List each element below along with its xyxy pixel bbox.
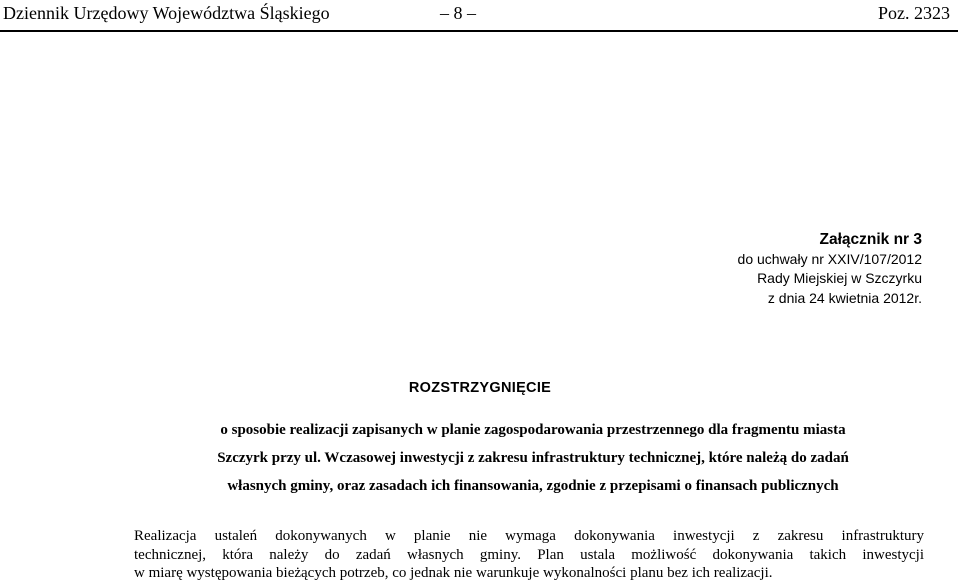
annex-title: Załącznik nr 3 bbox=[819, 231, 922, 248]
page-header bbox=[0, 0, 958, 32]
document-title: ROZSTRZYGNIĘCIE bbox=[408, 380, 552, 396]
annex-line: do uchwały nr XXIV/107/2012 bbox=[737, 250, 922, 267]
annex-block bbox=[738, 230, 922, 308]
body-line: technicznej, która należy do zadań własnych gminy. Plan ustala możliwość dokonywania takich inwestycji bbox=[134, 546, 924, 563]
position-number: Poz. 2323 bbox=[878, 3, 950, 23]
publication-name: Dziennik Urzędowy Województwa Śląskiego bbox=[3, 3, 330, 23]
body-line: w miarę występowania bieżących potrzeb, co jednak nie warunkuje wykonalności planu bez ich realizacji. bbox=[134, 565, 773, 581]
subtitle-line: własnych gminy, oraz zasadach ich finansowania, zgodnie z przepisami o finansach publicznych bbox=[227, 478, 839, 494]
page-number: – 8 – bbox=[440, 3, 476, 23]
annex-line: z dnia 24 kwietnia 2012r. bbox=[767, 289, 922, 306]
annex-line: Rady Miejskiej w Szczyrku bbox=[757, 270, 922, 286]
document-subtitle bbox=[148, 416, 918, 500]
subtitle-line: Szczyrk przy ul. Wczasowej inwestycji z zakresu infrastruktury technicznej, które należą do zadań bbox=[217, 450, 849, 466]
body-paragraph bbox=[134, 527, 924, 583]
body-line: Realizacja ustaleń dokonywanych w planie nie wymaga dokonywania inwestycji z zakresu infrastruktury bbox=[134, 528, 924, 544]
subtitle-line: o sposobie realizacji zapisanych w planie zagospodarowania przestrzennego dla fragmentu miasta bbox=[220, 422, 846, 438]
